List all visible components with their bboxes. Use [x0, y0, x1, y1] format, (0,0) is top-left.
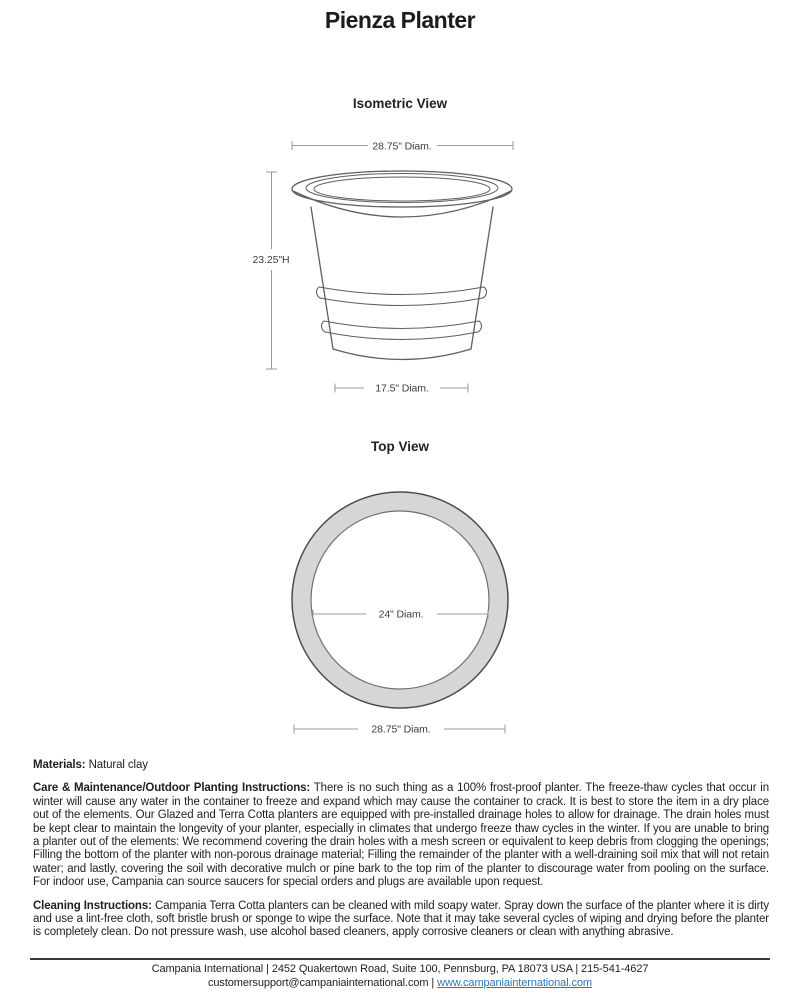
footer-email: customersupport@campaniainternational.com: [208, 976, 429, 989]
top-view-drawing: [292, 492, 508, 736]
care-text: There is no such thing as a 100% frost-proof planter. The freeze-thaw cycles that occur in winter will cause any water in the container to freeze and expand which may cause the container to crack. It is best to store the item in a dry place out of the elements. Our Glazed and Terra Cotta planters are equipped with pre-installed drainage holes to allow for drainage. The drain holes must be kept clear to maintain the longevity of your planter, especially in climates that undergo freeze thaw cycles in the winter. If you are unable to bring a planter out of the elements: We recommend covering the drain holes with a mesh screen or equivalent to keep debris from clogging the openings; Filling the bottom of the planter with non-porous drainage material; Filling the remainder of the planter with a well-draining soil mix that will not retain water; and lastly, covering the soil with decorative mulch or pine bark to the top rim of the planter to discourage water from pooling on the surface. For indoor use, Campania can source saucers for special orders and plugs are available upon request.: [33, 782, 769, 889]
footer-divider: [30, 958, 770, 960]
materials-line: [33, 759, 769, 772]
footer-contact-line: [0, 977, 800, 991]
footer-address-line: Campania International | 2452 Quakertown Road, Suite 100, Pennsburg, PA 18073 USA | 215-541-4627: [151, 963, 649, 975]
page-title: Pienza Planter: [324, 7, 476, 33]
footer: [0, 958, 800, 990]
technical-drawings: [0, 130, 800, 750]
rim-outer-ellipse: [292, 171, 512, 207]
dim-label-base-diameter: 17.5" Diam.: [375, 382, 429, 395]
top-view-heading: Top View: [370, 439, 429, 454]
cleaning-text: Campania Terra Cotta planters can be cleaned with mild soapy water. Spray down the surface of the planter where it is dirty and use a lint-free cloth, soft bristle brush or sponge to wipe the surface. Note that it may take several cycles of wiping and drying before the planter is completely clean. Do not pressure wash, use alcohol based cleaners, apply corrosive cleaners or clean with anything abrasive.: [33, 899, 769, 939]
top-view-inner-circle: [311, 511, 489, 689]
dim-label-outer-diameter: 28.75" Diam.: [371, 723, 431, 736]
base-arc: [333, 349, 471, 360]
spec-text-block: [33, 759, 769, 950]
isometric-drawing: [253, 141, 513, 395]
dim-label-inner-diameter: 24" Diam.: [378, 608, 424, 621]
isometric-view-heading: Isometric View: [352, 96, 448, 111]
upper-band: [316, 287, 486, 306]
rim-lip-ellipse-inner: [314, 177, 490, 201]
dimension-height: [266, 172, 277, 369]
cleaning-label: Cleaning Instructions:: [33, 899, 152, 912]
cleaning-paragraph: [33, 900, 769, 940]
planter-outline: [292, 171, 512, 360]
dim-label-height: 23.25"H: [252, 254, 290, 266]
care-label: Care & Maintenance/Outdoor Planting Instructions:: [33, 782, 311, 795]
rim-lip-ellipse-outer: [306, 174, 498, 203]
care-paragraph: [33, 782, 769, 889]
dim-label-top-diameter: 28.75" Diam.: [372, 140, 432, 153]
lower-band: [321, 321, 481, 340]
footer-website-link[interactable]: www.campaniainternational.com: [437, 976, 592, 989]
materials-value: Natural clay: [88, 759, 148, 771]
footer-separator: |: [428, 976, 438, 989]
body-right-side: [471, 207, 493, 349]
materials-label: Materials:: [33, 759, 86, 771]
